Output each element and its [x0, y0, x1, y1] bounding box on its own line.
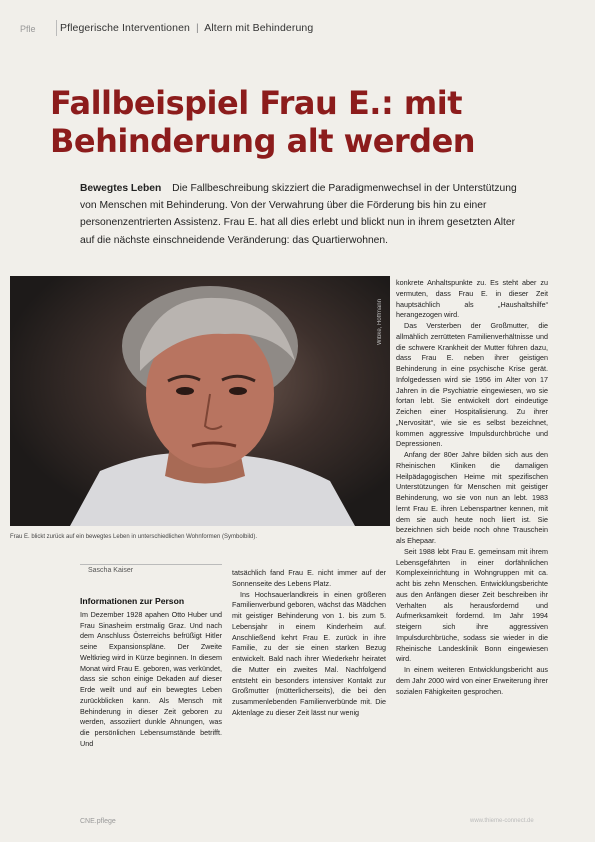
paragraph: konkrete Anhaltspunkte zu. Es steht aber zu vermuten, dass Frau E. in dieser Zeit hauptsächlich als „Haushaltshilfe“ herangezogen wird. — [396, 278, 548, 320]
running-header — [60, 22, 313, 34]
photo-credit: Wibke, Hoffmann — [377, 299, 383, 345]
footer-journal: CNE.pflege — [80, 818, 116, 825]
body-column-2 — [232, 568, 386, 719]
lead-text: Die Fallbeschreibung skizziert die Paradigmenwechsel in der Unterstützung von Menschen mit Behinderung. Von der Verwahrung über die Förderung bis hin zu einer personenzentrierten Assistenz. Frau E. hat all dies erlebt und blickt nun in ihrem gesetzten Alter auf die nächste einschneidende Veränderung: das Quartierwohnen. — [80, 183, 517, 246]
paragraph: Im Dezember 1928 apahen Otto Huber und Frau Sinasheim erstmalig Graz. Und nach dem Anschluss Österreichs befrüßigt Hitler seine Expansionspläne. Der Zweite Weltkrieg wird in Kürze beginnen. In diesem Monat wird Frau E. geboren, was verkündet, dass sie schon einige Dekaden auf dieser Erde weilt und auf ein bewegtes Leben zurückblicken kann. Als Mensch mit Behinderung in dieser Zeit geboren zu werden, assoziiert dunkle Ahnungen, was die persönlichen Lebensumstände betrifft. Und — [80, 609, 222, 748]
paragraph: Das Versterben der Großmutter, die allmählich zerrütteten Familienverhältnisse und die schwere Krankheit der Mutter führen dazu, dass Frau E. neben ihrer geistigen Behinderung in eine psychische Krise gerät. Infolgedessen wird sie 1956 im Alter von 17 Jahren in die Psychiatrie eingewiesen, wo sie fortan lebt. Sie entwickelt dort eindeutige Zeichen einer Hospitalisierung. Zu ihrer „Nervosität“, wie sie es selbst bezeichnet, kommen aggressive Impulsdurchbrüche und Depressionen. — [396, 321, 548, 449]
body-column-3 — [396, 278, 548, 697]
article-lead — [80, 180, 520, 249]
section-subhead: Informationen zur Person — [80, 596, 185, 606]
header-topic: Altern mit Behinderung — [204, 22, 314, 34]
article-title: Fallbeispiel Frau E.: mit Behinderung alt werden — [50, 84, 476, 160]
author-name: Sascha Kaiser — [88, 567, 134, 574]
header-separator: | — [195, 22, 199, 34]
header-section: Pflegerische Interventionen — [60, 22, 190, 34]
paragraph: In einem weiteren Entwicklungsbericht aus dem Jahr 2000 wird von einer Erweiterung ihrer sozialen Fähigkeiten gesprochen. — [396, 665, 548, 696]
portrait-illustration — [10, 276, 390, 526]
author-rule — [80, 564, 222, 565]
paragraph: tatsächlich fand Frau E. nicht immer auf der Sonnenseite des Lebens Platz. — [232, 568, 386, 588]
page-number: Pfle — [20, 24, 36, 34]
paragraph: Ins Hochsauerlandkreis in einen größeren Familienverbund geboren, wächst das Mädchen mit geistiger Behinderung von 1. bis zum 5. Lebensjahr in einem Kinderheim auf. Anschließend kehrt Frau E. zurück in ihre Familie, zu der sie einen starken Bezug entwickelt. Bald nach ihrer Wiederkehr heiratet die Mutter ein zweites Mal. Nachfolgend entsteht ein besonders intensiver Kontakt zur Großmutter (mütterlicherseits), die bei den zusammenlebenden Familienverbünde mit. Die Aktenlage zu dieser Zeit lässt nur wenig — [232, 589, 386, 717]
body-column-1 — [80, 596, 222, 750]
paragraph: Seit 1988 lebt Frau E. gemeinsam mit ihrem Lebensgefährten in einer dorfähnlichen Komplexeinrichtung in Wohngruppen mit ca. acht bis zehn Menschen. Entwicklungsberichte aus den Anfängen dieser Zeit beschreiben ihr Verhalten als herausfordernd und Aufmerksamkeit fordernd. Im Jahr 1994 steigern sich ihre aggressiven Impulsdurchbrüche, sodass sie wieder in die Rheinische Landesklinik Bonn eingewiesen wird. — [396, 546, 548, 664]
photo-caption: Frau E. blickt zurück auf ein bewegtes Leben in unterschiedlichen Wohnformen (Symbolbild). — [10, 534, 258, 540]
paragraph: Anfang der 80er Jahre bilden sich aus den Rheinischen Kliniken die damaligen Heilpädagogischen Heime mit spezifischen Unterstützungen für Menschen mit geistiger Behinderung, wo sie von nun an lebt. 1983 lernt Frau E. ihren Lebenspartner kennen, mit dem sie auch heute noch liiert ist. Sie bezeichnen sich beide noch ohne Trauschein als Ehepaar. — [396, 450, 548, 545]
portrait-photo — [10, 276, 390, 526]
lead-kicker: Bewegtes Leben — [80, 183, 162, 194]
footer-url: www.thieme-connect.de — [470, 818, 534, 824]
header-divider — [56, 20, 57, 36]
